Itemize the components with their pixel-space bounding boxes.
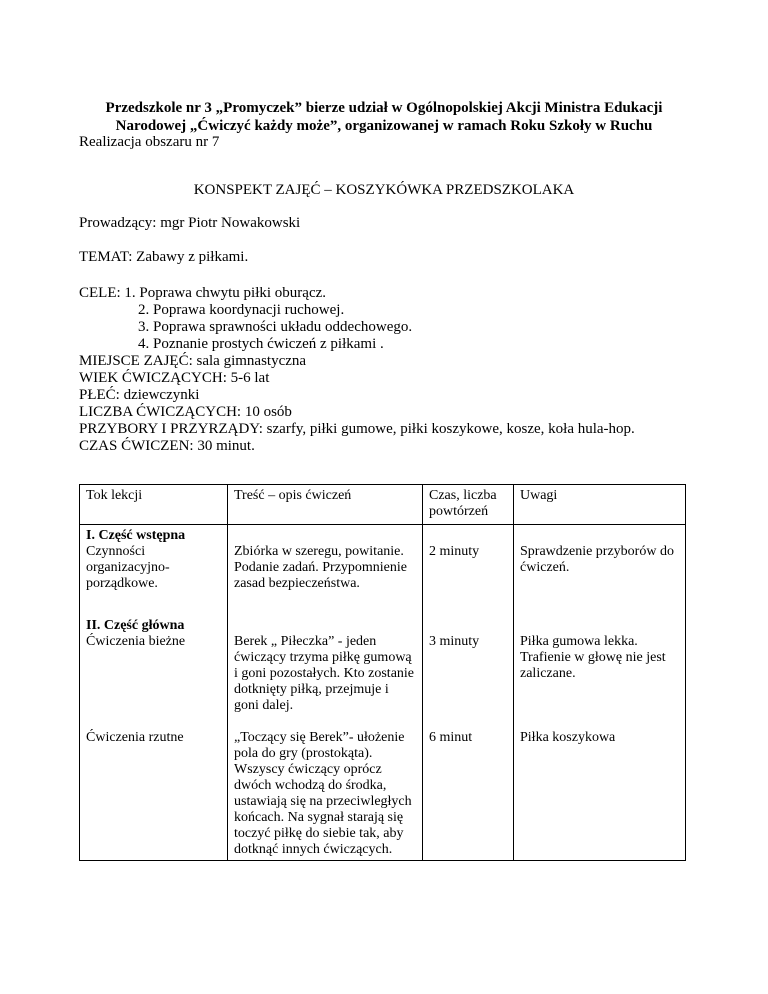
tok-text: Czynności organizacyjno-porządkowe. <box>86 544 170 591</box>
table-row <box>80 592 686 714</box>
czas-value: 3 minuty <box>429 634 480 649</box>
cel-item: 2. Poprawa koordynacji ruchowej. <box>138 302 345 318</box>
czas-cell <box>423 714 514 861</box>
title-line-1: Przedszkole nr 3 „Promyczek” bierze udział w Ogólnopolskiej Akcji Ministra Edukacji <box>105 100 663 116</box>
uwagi-cell <box>514 714 686 861</box>
liczba-text: LICZBA ĆWICZĄCYCH: 10 osób <box>79 404 292 420</box>
czas-text: CZAS ĆWICZEN: 30 minut. <box>79 438 255 454</box>
tresc-cell <box>228 714 423 861</box>
tresc-text: Zbiórka w szeregu, powitanie. Podanie zadań. Przypomnienie zasad bezpieczeństwa. <box>234 544 408 591</box>
title-line-2: Narodowej „Ćwiczyć każdy może”, organizowanej w ramach Roku Szkoły w Ruchu <box>115 118 653 134</box>
wiek-text: WIEK ĆWICZĄCYCH: 5-6 lat <box>79 370 270 386</box>
table-row <box>80 714 686 861</box>
tok-text: Ćwiczenia rzutne <box>86 730 184 745</box>
table-header-row <box>80 485 686 525</box>
uwagi-text: Sprawdzenie przyborów do ćwiczeń. <box>520 544 674 575</box>
przybory-text: PRZYBORY I PRZYRZĄDY: szarfy, piłki gumowe, piłki koszykowe, kosze, koła hula-hop. <box>79 421 635 437</box>
tok-cell <box>80 525 228 593</box>
tresc-text: Berek „ Piłeczka” - jeden ćwiczący trzyma piłkę gumową i goni pozostałych. Kto zostanie dotknięty piłką, przejmuje i goni dalej. <box>234 634 415 713</box>
header-uwagi: Uwagi <box>514 485 686 525</box>
tok-text: Ćwiczenia bieżne <box>86 634 186 649</box>
section-heading: I. Część wstępna <box>86 528 186 543</box>
section-heading: II. Część główna <box>86 618 185 633</box>
czas-value: 2 minuty <box>429 544 480 559</box>
tok-cell <box>80 592 228 714</box>
cel-item: 4. Poznanie prostych ćwiczeń z piłkami . <box>138 336 384 352</box>
header-tresc: Treść – opis ćwiczeń <box>228 485 423 525</box>
table-row <box>80 525 686 593</box>
tresc-cell <box>228 525 423 593</box>
lesson-table <box>79 484 686 861</box>
document-title <box>60 99 708 135</box>
miejsce-text: MIEJSCE ZAJĘĆ: sala gimnastyczna <box>79 353 307 369</box>
header-czas: Czas, liczba powtórzeń <box>423 485 514 525</box>
uwagi-cell <box>514 525 686 593</box>
czas-cell <box>423 592 514 714</box>
temat-text: TEMAT: Zabawy z piłkami. <box>79 249 249 265</box>
cele-label: CELE: 1. Poprawa chwytu piłki oburącz. <box>79 285 327 301</box>
tresc-cell <box>228 592 423 714</box>
tresc-text: „Toczący się Berek”- ułożenie pola do gry (prostokąta). Wszyscy ćwiczący oprócz dwóch wchodzą do środka, ustawiają się na przeciwległych końcach. Na sygnał starają się toczyć piłkę do siebie tak, aby dotknąć innych ćwiczących. <box>234 730 412 857</box>
czas-value: 6 minut <box>429 730 473 745</box>
uwagi-text: Piłka gumowa lekka. Trafienie w głowę nie jest zaliczane. <box>520 634 666 681</box>
czas-cell <box>423 525 514 593</box>
plec-text: PŁEĆ: dziewczynki <box>79 387 200 403</box>
prowadzacy-text: Prowadzący: mgr Piotr Nowakowski <box>79 215 301 231</box>
uwagi-cell <box>514 592 686 714</box>
realizacja-text: Realizacja obszaru nr 7 <box>79 134 220 150</box>
konspekt-heading: KONSPEKT ZAJĘĆ – KOSZYKÓWKA PRZEDSZKOLAKA <box>193 182 575 198</box>
cel-item: 3. Poprawa sprawności układu oddechowego. <box>138 319 413 335</box>
tok-cell <box>80 714 228 861</box>
header-tok: Tok lekcji <box>80 485 228 525</box>
uwagi-text: Piłka koszykowa <box>520 730 616 745</box>
